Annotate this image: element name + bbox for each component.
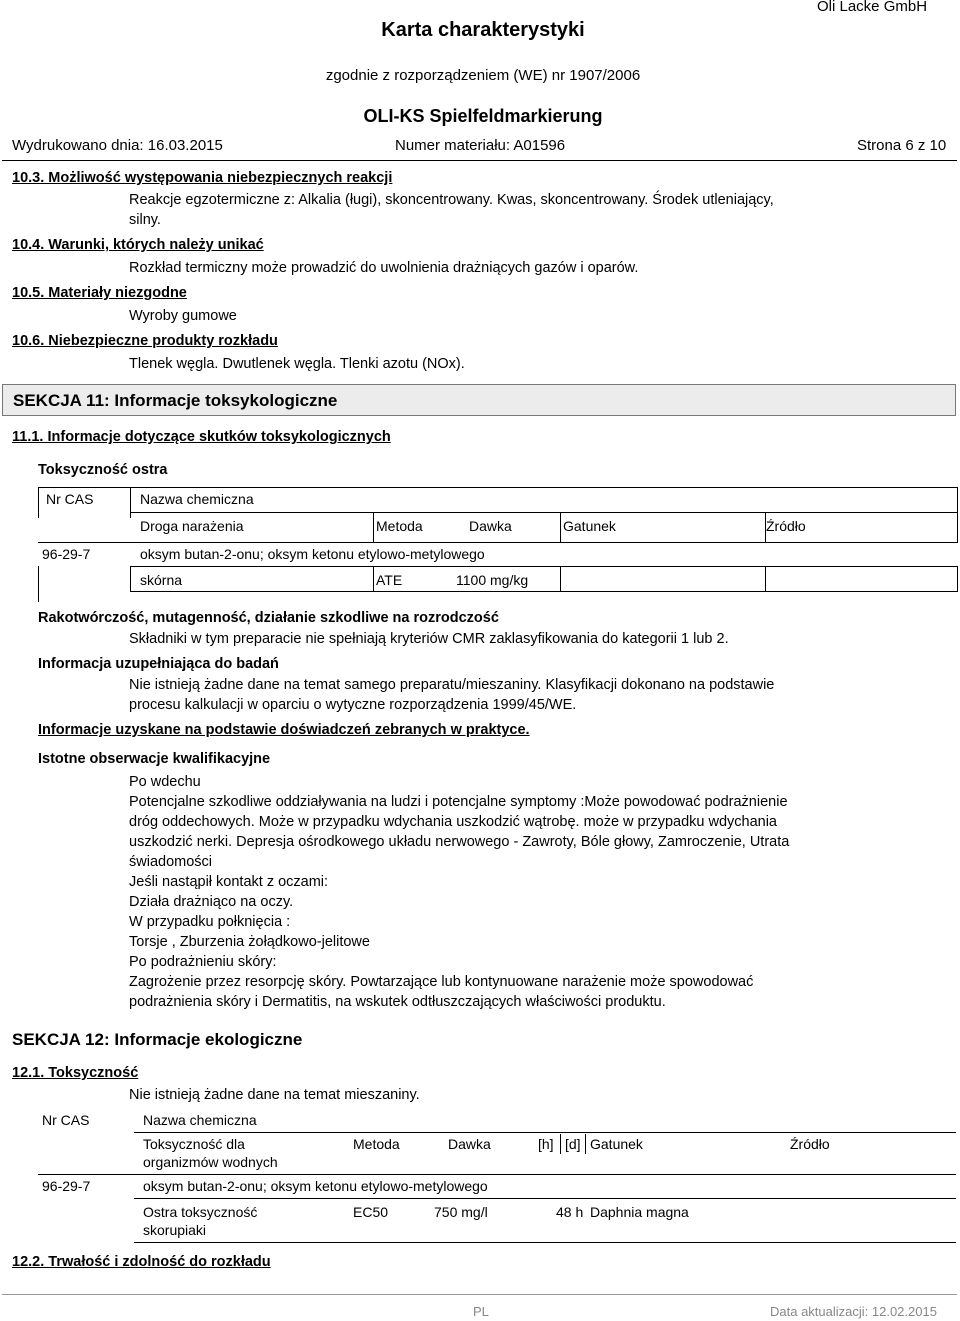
table-rule [130, 566, 958, 567]
material-number: Numer materiału: A01596 [395, 137, 566, 154]
col-dose: Dawka [469, 518, 512, 534]
col-method: Metoda [376, 518, 423, 534]
col-aquatic-toxicity: Toksyczność dla [143, 1136, 245, 1152]
table-rule [134, 1242, 956, 1243]
subsection-12-1-text: Nie istnieją żadne dane na temat mieszaniny. [129, 1087, 420, 1103]
table-row-cas: 96-29-7 [42, 1178, 91, 1194]
table-divider [585, 1134, 586, 1154]
col-cas: Nr CAS [42, 1112, 90, 1128]
additional-info-heading: Informacja uzupełniająca do badań [38, 656, 279, 672]
subsection-10-3-heading: 10.3. Możliwość występowania niebezpiecznych reakcji [12, 170, 393, 186]
observation-line: Torsje , Zburzenia żołądkowo-jelitowe [129, 934, 370, 950]
table-row-method: EC50 [353, 1204, 389, 1220]
observations-heading: Istotne obserwacje kwalifikacyjne [38, 751, 271, 767]
observation-line: W przypadku połknięcia : [129, 914, 291, 930]
table-divider [765, 566, 766, 591]
table-rule [38, 542, 958, 543]
observation-line: Zagrożenie przez resorpcję skóry. Powtarzające lub kontynuowane narażenie może spowodować [129, 974, 754, 990]
table-divider [765, 512, 766, 542]
subsection-10-6-heading: 10.6. Niebezpieczne produkty rozkładu [12, 333, 278, 349]
subsection-12-1-heading: 12.1. Toksyczność [12, 1065, 139, 1081]
table-row-dose: 1100 mg/kg [456, 572, 529, 588]
section-11-title: SEKCJA 11: Informacje toksykologiczne [13, 391, 338, 410]
table-border-left [38, 487, 39, 518]
observation-line: uszkodzić nerki. Depresja ośrodkowego układu nerwowego - Zawroty, Bóle głowy, Zamroczenie, Utrata [129, 834, 790, 850]
cmr-heading: Rakotwórczość, mutagenność, działanie szkodliwe na rozrodczość [38, 610, 499, 626]
section-12-title: SEKCJA 12: Informacje ekologiczne [12, 1030, 303, 1049]
header-divider [2, 160, 957, 161]
table-row-cas: 96-29-7 [42, 546, 91, 562]
observation-line: Po podrażnieniu skóry: [129, 954, 277, 970]
observation-line: Potencjalne szkodliwe oddziaływania na ludzi i potencjalne symptomy :Może powodować podrażnienie [129, 794, 788, 810]
table-divider [560, 512, 561, 542]
subsection-10-3-text-cont: silny. [129, 212, 161, 228]
table-rule [134, 1198, 956, 1199]
table-row-hours: 48 h [556, 1204, 584, 1220]
subsection-10-5-heading: 10.5. Materiały niezgodne [12, 285, 187, 301]
regulation-line: zgodnie z rozporządzeniem (WE) nr 1907/2006 [325, 67, 641, 84]
table-row-species: Daphnia magna [590, 1204, 689, 1220]
acute-toxicity-heading: Toksyczność ostra [38, 462, 168, 478]
table-divider [560, 566, 561, 591]
table-divider [130, 487, 131, 518]
cmr-text: Składniki w tym preparacie nie spełniają kryteriów CMR zaklasyfikowania do kategorii 1 lub 2. [129, 631, 729, 647]
company-name: Oli Lacke GmbH [817, 0, 928, 15]
table-row-method: ATE [376, 572, 403, 588]
footer-divider [2, 1294, 957, 1295]
observation-line: Działa drażniąco na oczy. [129, 894, 294, 910]
col-species: Gatunek [563, 518, 616, 534]
table-row-toxicity-cont: skorupiaki [143, 1222, 207, 1238]
col-source: Źródło [790, 1136, 830, 1152]
table-row-route: skórna [140, 572, 183, 588]
subsection-12-2-heading: 12.2. Trwałość i zdolność do rozkładu [12, 1254, 271, 1270]
table-row-toxicity: Ostra toksyczność [143, 1204, 258, 1220]
observation-line: dróg oddechowych. Może w przypadku wdychania uszkodzić wątrobę. może w przypadku wdychania [129, 814, 777, 830]
subsection-10-6-text: Tlenek węgla. Dwutlenek węgla. Tlenki azotu (NOx). [129, 356, 465, 372]
table-row-name: oksym butan-2-onu; oksym ketonu etylowo-metylowego [143, 1178, 488, 1194]
table-rule [38, 1174, 956, 1175]
observation-line: Jeśli nastąpił kontakt z oczami: [129, 874, 329, 890]
table-divider [373, 566, 374, 591]
table-divider [130, 566, 131, 591]
table-divider [560, 1134, 561, 1154]
table-border-left [38, 566, 39, 602]
col-days: [d] [565, 1136, 581, 1152]
table-border-right [957, 566, 958, 591]
col-chemical-name: Nazwa chemiczna [143, 1112, 257, 1128]
print-date: Wydrukowano dnia: 16.03.2015 [12, 137, 223, 154]
product-name: OLI-KS Spielfeldmarkierung [363, 106, 603, 126]
col-source: Źródło [766, 518, 806, 534]
section-11-header [2, 384, 956, 416]
practical-experience-heading: Informacje uzyskane na podstawie doświadczeń zebranych w praktyce. [38, 722, 530, 738]
col-chemical-name: Nazwa chemiczna [140, 491, 254, 507]
col-dose: Dawka [448, 1136, 491, 1152]
subsection-10-4-heading: 10.4. Warunki, których należy unikać [12, 237, 264, 253]
subsection-11-1-heading: 11.1. Informacje dotyczące skutków toksykologicznych [12, 429, 391, 445]
subsection-10-5-text: Wyroby gumowe [129, 308, 237, 324]
footer-update-date: Data aktualizacji: 12.02.2015 [770, 1304, 937, 1319]
col-hours: [h] [538, 1136, 554, 1152]
col-cas: Nr CAS [46, 491, 94, 507]
col-aquatic-toxicity-cont: organizmów wodnych [143, 1154, 278, 1170]
additional-info-text-cont: procesu kalkulacji w oparciu o wytyczne rozporządzenia 1999/45/WE. [129, 697, 577, 713]
table-rule [130, 591, 958, 592]
table-row-dose: 750 mg/l [434, 1204, 488, 1220]
table-rule [130, 512, 958, 513]
subsection-10-3-text: Reakcje egzotermiczne z: Alkalia (ługi), skoncentrowany. Kwas, skoncentrowany. Środek utleniający, [129, 192, 774, 208]
observation-line: Po wdechu [129, 774, 201, 790]
col-exposure-route: Droga narażenia [140, 518, 244, 534]
table-border-right [957, 487, 958, 542]
subsection-10-4-text: Rozkład termiczny może prowadzić do uwolnienia drażniących gazów i oparów. [129, 260, 639, 276]
table-border-top [38, 487, 958, 488]
col-species: Gatunek [590, 1136, 643, 1152]
page-number: Strona 6 z 10 [857, 137, 947, 154]
observation-line: podrażnienia skóry i Dermatitis, na wskutek odtłuszczających właściwości produktu. [129, 994, 666, 1010]
table-row-name: oksym butan-2-onu; oksym ketonu etylowo-metylowego [140, 546, 485, 562]
document-title: Karta charakterystyki [381, 19, 585, 41]
table-divider [373, 512, 374, 542]
footer-language: PL [473, 1304, 489, 1319]
observation-line: świadomości [129, 854, 212, 870]
additional-info-text: Nie istnieją żadne dane na temat samego preparatu/mieszaniny. Klasyfikacji dokonano na podstawie [129, 677, 775, 693]
table-rule [134, 1132, 956, 1133]
col-method: Metoda [353, 1136, 400, 1152]
observations-list [129, 772, 859, 1012]
